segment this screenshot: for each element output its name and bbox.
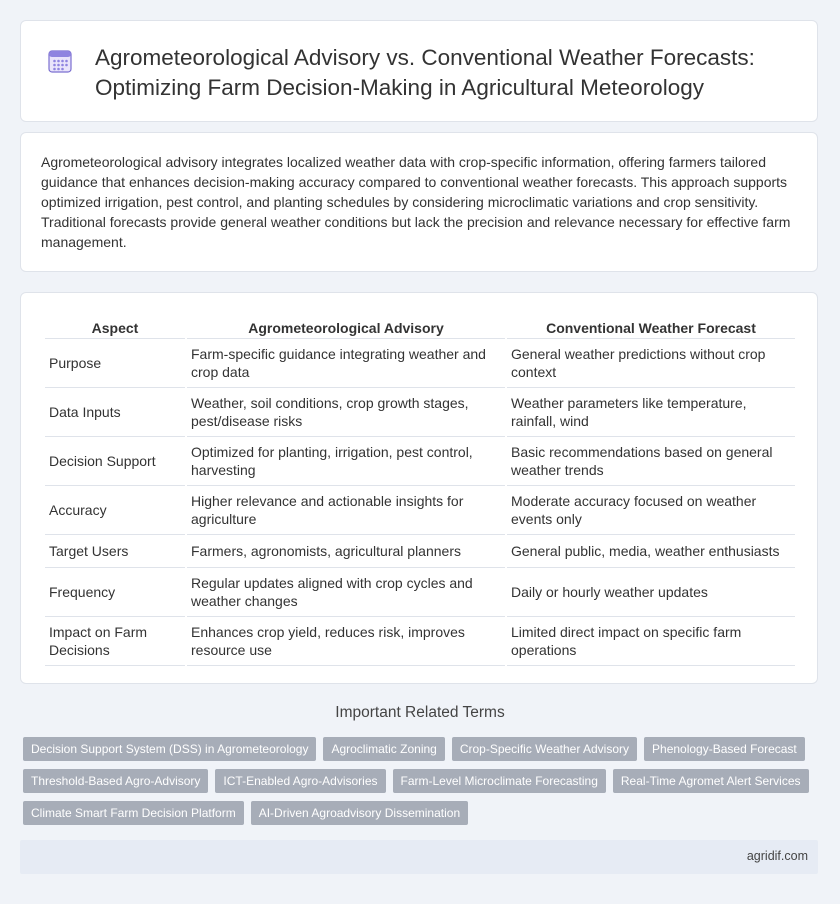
advisory-cell: Optimized for planting, irrigation, pest control, harvesting	[187, 437, 505, 486]
table-row	[45, 388, 795, 437]
aspect-cell: Frequency	[45, 568, 185, 617]
related-terms-list	[23, 737, 813, 825]
intro-paragraph: Agrometeorological advisory integrates localized weather data with crop-specific information, offering farmers tailored guidance that enhances decision-making accuracy compared to conventional weather forecasts. This approach supports optimized irrigation, pest control, and planting schedules by considering microclimatic variations and crop sensitivity. Traditional forecasts provide general weather conditions but lack the precision and relevance necessary for effective farm management.	[41, 154, 791, 250]
aspect-cell: Impact on Farm Decisions	[45, 617, 185, 666]
aspect-cell: Decision Support	[45, 437, 185, 486]
term-tag[interactable]: Crop-Specific Weather Advisory	[452, 737, 637, 761]
forecast-cell: Limited direct impact on specific farm operations	[507, 617, 795, 666]
term-tag[interactable]: Agroclimatic Zoning	[323, 737, 444, 761]
intro-card	[20, 132, 818, 272]
site-link[interactable]: agridif.com	[746, 849, 808, 863]
advisory-cell: Regular updates aligned with crop cycles and weather changes	[187, 568, 505, 617]
term-tag[interactable]: Phenology-Based Forecast	[644, 737, 805, 761]
term-tag[interactable]: Farm-Level Microclimate Forecasting	[393, 769, 606, 793]
header-agromet-advisory: Agrometeorological Advisory	[187, 315, 505, 339]
forecast-cell: Daily or hourly weather updates	[507, 568, 795, 617]
header-conventional-forecast: Conventional Weather Forecast	[507, 315, 795, 339]
table-row	[45, 486, 795, 535]
forecast-cell: Moderate accuracy focused on weather events only	[507, 486, 795, 535]
forecast-cell: Weather parameters like temperature, rainfall, wind	[507, 388, 795, 437]
footer	[20, 840, 818, 874]
header-aspect: Aspect	[45, 315, 185, 339]
advisory-cell: Enhances crop yield, reduces risk, improves resource use	[187, 617, 505, 666]
table-header-row	[45, 315, 795, 339]
term-tag[interactable]: Climate Smart Farm Decision Platform	[23, 801, 244, 825]
table-row	[45, 568, 795, 617]
advisory-cell: Farmers, agronomists, agricultural planners	[187, 535, 505, 568]
forecast-cell: General public, media, weather enthusiasts	[507, 535, 795, 568]
advisory-cell: Higher relevance and actionable insights for agriculture	[187, 486, 505, 535]
table-row	[45, 339, 795, 388]
aspect-cell: Purpose	[45, 339, 185, 388]
term-tag[interactable]: Real-Time Agromet Alert Services	[613, 769, 809, 793]
term-tag[interactable]: Decision Support System (DSS) in Agrometeorology	[23, 737, 316, 761]
term-tag[interactable]: AI-Driven Agroadvisory Dissemination	[251, 801, 468, 825]
related-terms-title: Important Related Terms	[335, 704, 505, 721]
page-title: Agrometeorological Advisory vs. Conventional Weather Forecasts: Optimizing Farm Decision-Making in Agricultural Meteorology	[95, 45, 755, 100]
forecast-cell: Basic recommendations based on general weather trends	[507, 437, 795, 486]
table-row	[45, 535, 795, 568]
term-tag[interactable]: ICT-Enabled Agro-Advisories	[215, 769, 385, 793]
aspect-cell: Data Inputs	[45, 388, 185, 437]
advisory-cell: Farm-specific guidance integrating weather and crop data	[187, 339, 505, 388]
header-card	[20, 20, 818, 122]
table-row	[45, 617, 795, 666]
forecast-cell: General weather predictions without crop context	[507, 339, 795, 388]
aspect-cell: Target Users	[45, 535, 185, 568]
term-tag[interactable]: Threshold-Based Agro-Advisory	[23, 769, 208, 793]
comparison-table-card	[20, 292, 818, 684]
calendar-icon	[47, 48, 73, 74]
advisory-cell: Weather, soil conditions, crop growth stages, pest/disease risks	[187, 388, 505, 437]
table-row	[45, 437, 795, 486]
comparison-table	[43, 315, 797, 666]
aspect-cell: Accuracy	[45, 486, 185, 535]
